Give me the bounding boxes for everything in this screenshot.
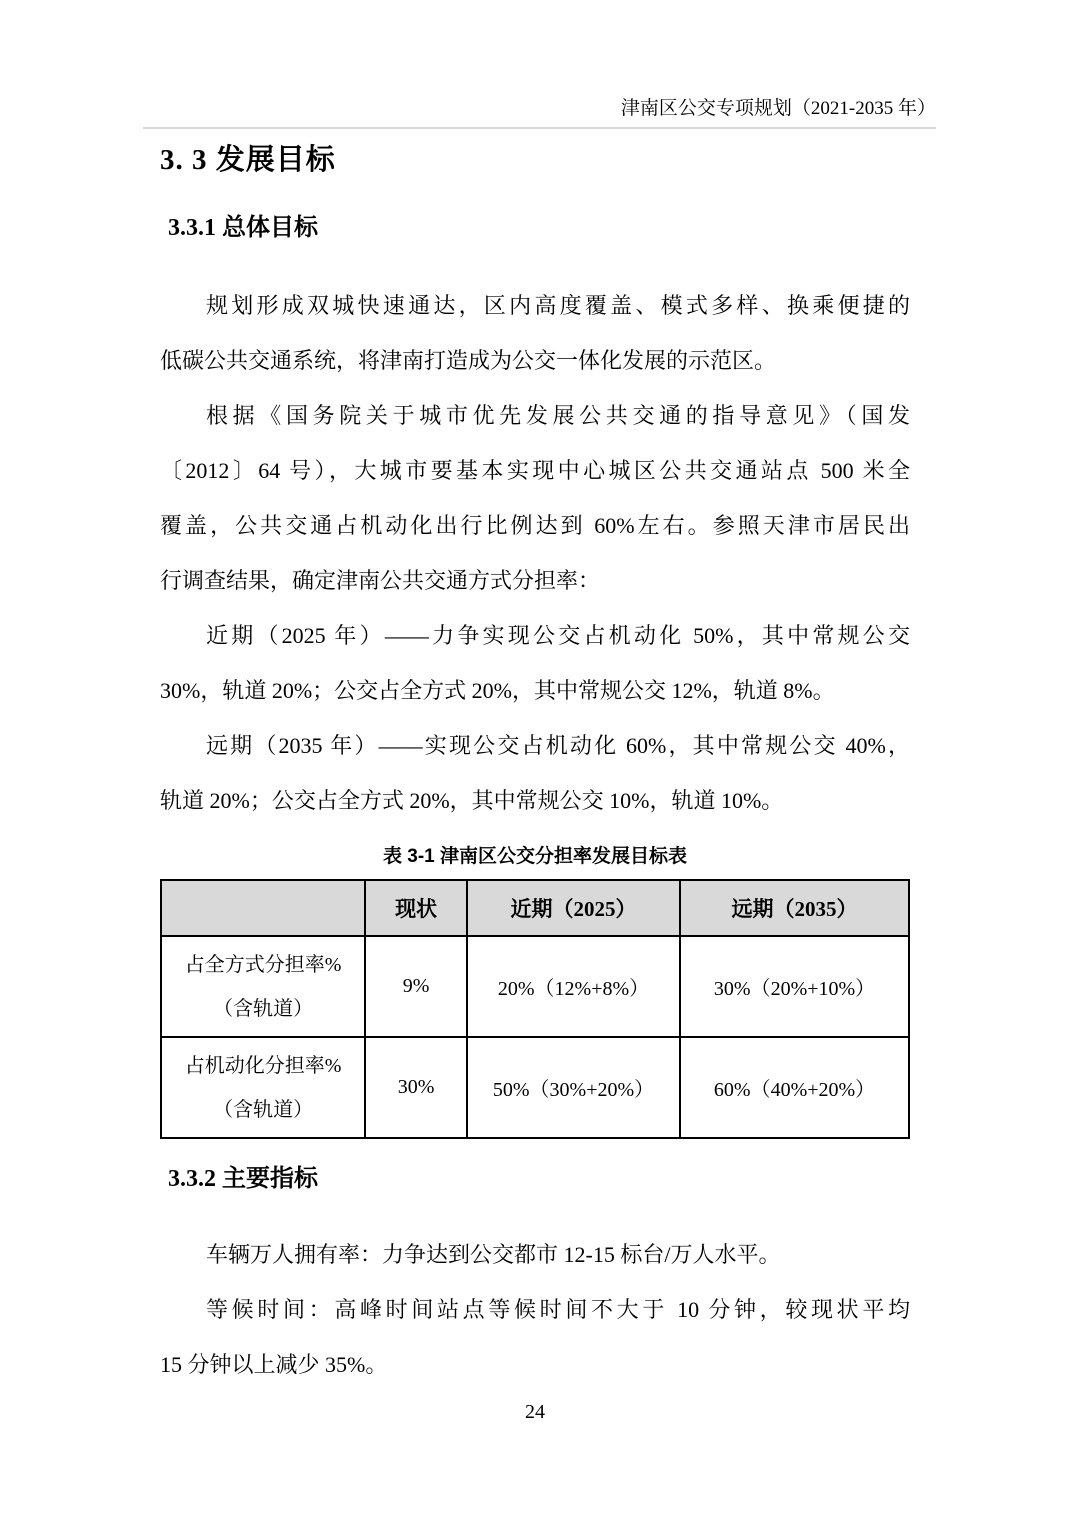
cell-current-value: 30% — [365, 1037, 467, 1138]
paragraph-line: 低碳公共交通系统，将津南打造成为公交一体化发展的示范区。 — [160, 348, 777, 373]
paragraph-long-term-target — [160, 718, 910, 828]
page-number: 24 — [525, 1401, 545, 1423]
paragraph-waiting-time — [160, 1282, 910, 1392]
row-label-motorized — [161, 1037, 365, 1138]
row-label-all-mode — [161, 936, 365, 1037]
subsection-heading-3-3-2: 3.3.2 主要指标 — [168, 1166, 318, 1192]
table-header-current: 现状 — [365, 880, 467, 936]
paragraph-line: 等候时间：高峰时间站点等候时间不大于 10 分钟，较现状平均 — [206, 1297, 910, 1322]
paragraph-policy-basis — [160, 388, 910, 608]
mode-share-target-table — [160, 879, 910, 1139]
paragraph-line: 〔2012〕64 号），大城市要基本实现中心城区公共交通站点 500 米全 — [160, 458, 910, 483]
paragraph-line: 行调查结果，确定津南公共交通方式分担率： — [160, 568, 601, 593]
row-label-line: （含轨道） — [213, 997, 314, 1020]
paragraph-line: 车辆万人拥有率：力争达到公交都市 12-15 标台/万人水平。 — [206, 1242, 781, 1267]
paragraph-near-term-target — [160, 608, 910, 718]
section-heading-3-3: 3. 3 发展目标 — [160, 144, 336, 176]
row-label-line: 占全方式分担率% — [184, 953, 342, 976]
paragraph-line: 近期（2025 年）——力争实现公交占机动化 50%，其中常规公交 — [206, 623, 910, 648]
running-header: 津南区公交专项规划（2021-2035 年） — [143, 0, 936, 129]
cell-near-term-value: 50%（30%+20%） — [467, 1037, 680, 1138]
table-caption: 表 3-1 津南区公交分担率发展目标表 — [382, 846, 688, 867]
cell-long-term-value: 60%（40%+20%） — [680, 1037, 909, 1138]
row-label-line: 占机动化分担率% — [184, 1054, 342, 1077]
cell-near-term-value: 20%（12%+8%） — [467, 936, 680, 1037]
paragraph-line: 轨道 20%；公交占全方式 20%，其中常规公交 10%，轨道 10%。 — [160, 788, 784, 813]
table-row-motorized-share — [161, 1037, 909, 1138]
paragraph-line: 15 分钟以上减少 35%。 — [160, 1352, 388, 1377]
table-header-near-term: 近期（2025） — [467, 880, 680, 936]
paragraph-overall-goal — [160, 278, 910, 388]
paragraph-line: 30%，轨道 20%；公交占全方式 20%，其中常规公交 12%，轨道 8%。 — [160, 678, 835, 703]
paragraph-line: 远期（2035 年）——实现公交占机动化 60%，其中常规公交 40%， — [206, 733, 910, 758]
paragraph-line: 规划形成双城快速通达，区内高度覆盖、模式多样、换乘便捷的 — [206, 293, 910, 318]
row-label-line: （含轨道） — [213, 1098, 314, 1121]
table-header-row — [161, 880, 909, 936]
cell-current-value: 9% — [365, 936, 467, 1037]
cell-long-term-value: 30%（20%+10%） — [680, 936, 909, 1037]
page-content — [160, 0, 936, 1424]
table-row-all-mode-share — [161, 936, 909, 1037]
paragraph-line: 覆盖，公共交通占机动化出行比例达到 60%左右。参照天津市居民出 — [160, 513, 910, 538]
table-header-long-term: 远期（2035） — [680, 880, 909, 936]
paragraph-vehicle-ownership — [160, 1227, 910, 1282]
subsection-heading-3-3-1: 3.3.1 总体目标 — [168, 215, 318, 241]
table-header-empty — [161, 880, 365, 936]
paragraph-line: 根据《国务院关于城市优先发展公共交通的指导意见》（国发 — [206, 403, 910, 428]
